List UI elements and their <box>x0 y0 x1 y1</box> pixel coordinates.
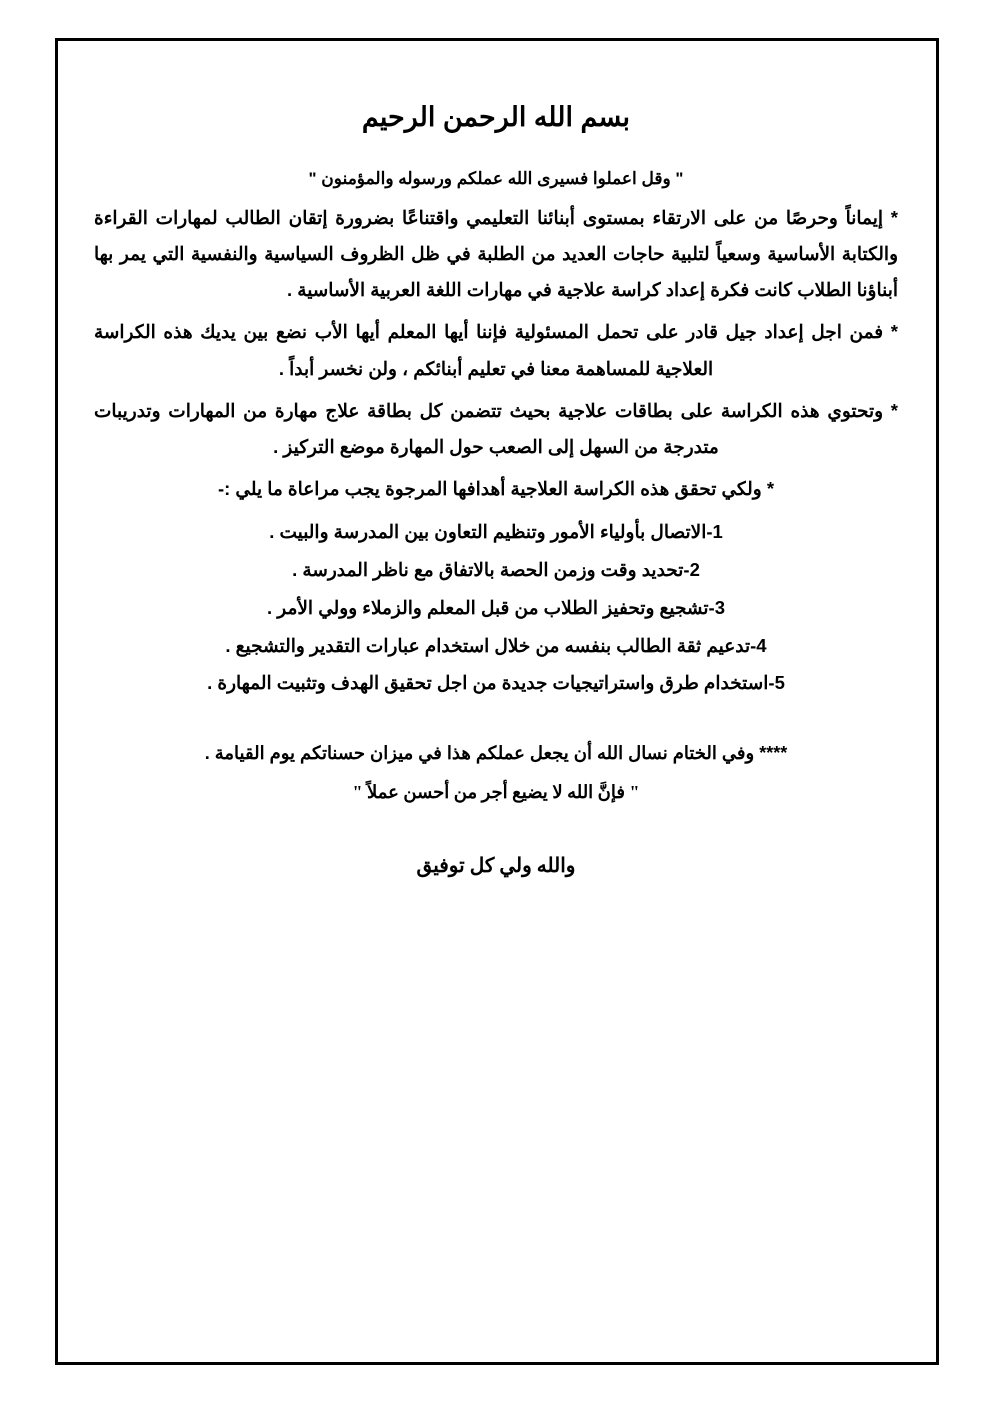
signature-line: والله ولي كل توفيق <box>416 854 576 877</box>
list-item: 3-تشجيع وتحفيز الطلاب من قبل المعلم والزملاء وولي الأمر . <box>266 596 726 618</box>
paragraph-intro: * إيماناً وحرصًا من على الارتقاء بمستوى أبنائنا التعليمي واقتناعًا بضرورة إتقان الطالب لمهارات القراءة والكتابة الأساسية وسعياً لتلبية حاجات العديد من الطلبة في ظل الظروف السياسية والنفسية التي يمر بها أبناؤنا الطلاب كانت فكرة إعداد كراسة علاجية في مهارات اللغة العربية الأساسية . <box>94 207 898 301</box>
page-title: بسم الله الرحمن الرحيم <box>361 102 631 132</box>
closing-section <box>94 736 898 808</box>
list-item: 2-تحديد وقت وزمن الحصة بالاتفاق مع ناظر المدرسة . <box>292 558 700 580</box>
paragraph-contents: * وتحتوي هذه الكراسة على بطاقات علاجية بحيث تتضمن كل بطاقة علاج مهارة من المهارات وتدريبات متدرجة من السهل إلى الصعب حول المهارة موضع التركيز . <box>94 399 898 457</box>
closing-verse: " فإنَّ الله لا يضيع أجر من أحسن عملاً " <box>352 781 640 802</box>
paragraph-purpose: * فمن اجل إعداد جيل قادر على تحمل المسئولية فإننا أيها المعلم أيها الأب نضع بين يديك هذه الكراسة العلاجية للمساهمة معنا في تعليم أبنائكم ، ولن نخسر أبداً . <box>94 321 898 379</box>
list-item: 5-استخدام طرق واستراتيجيات جديدة من اجل تحقيق الهدف وتثبيت المهارة . <box>207 672 785 694</box>
guidelines-list <box>94 513 898 703</box>
list-item: 1-الاتصال بأولياء الأمور وتنظيم التعاون بين المدرسة والبيت . <box>269 520 723 542</box>
closing-dua: **** وفي الختام نسال الله أن يجعل عملكم هذا في ميزان حسناتكم يوم القيامة . <box>204 743 788 764</box>
document-content <box>36 38 956 878</box>
list-item: 4-تدعيم ثقة الطالب بنفسه من خلال استخدام عبارات التقدير والتشجيع . <box>225 634 767 656</box>
paragraph-guidelines-lead: * ولكي تحقق هذه الكراسة العلاجية أهدافها المرجوة يجب مراعاة ما يلي :- <box>217 477 775 499</box>
quran-verse: " وقل اعملوا فسيرى الله عملكم ورسوله والمؤمنون " <box>308 169 684 189</box>
